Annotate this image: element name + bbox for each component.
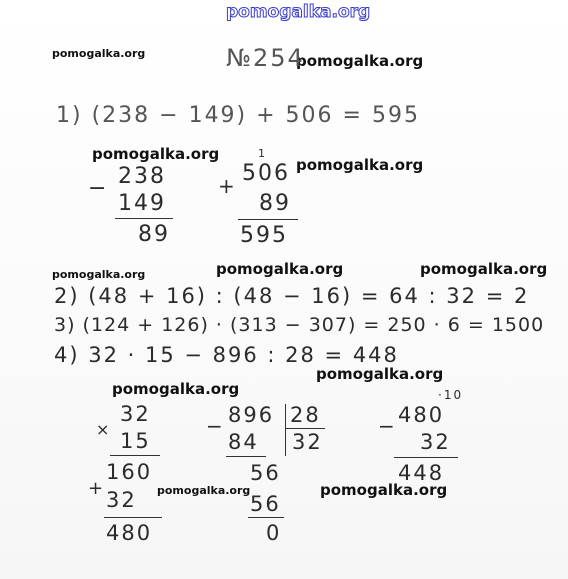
task4-mult-a: 32 [120, 402, 151, 426]
watermark: pomogalka.org [216, 260, 344, 278]
task4-mult-plus: + [88, 478, 106, 499]
task1-expression: 1) (238 − 149) + 506 = 595 [56, 103, 420, 128]
task4-mult-line2 [104, 517, 162, 518]
task1-col2-a: 506 [242, 161, 290, 186]
watermark: pomogalka.org [92, 145, 220, 163]
task4-div-divisor-line [285, 428, 325, 429]
task4-sub-line [394, 457, 458, 458]
task1-col1-result: 89 [138, 222, 170, 247]
task1-col1-line [115, 218, 173, 219]
problem-number: №254 [226, 44, 305, 72]
task4-mult-line1 [110, 455, 160, 456]
task1-col1-sign: − [88, 176, 109, 201]
task1-col1-b: 149 [118, 191, 166, 216]
watermark: pomogalka.org [52, 268, 146, 281]
watermark: pomogalka.org [52, 47, 146, 60]
task4-div-bracket [285, 404, 286, 456]
task4-mult-result: 480 [106, 521, 153, 545]
task4-sub-carry: ·10 [438, 388, 464, 402]
watermark: pomogalka.org [320, 481, 448, 499]
task4-div-line1 [226, 456, 266, 457]
watermark: pomogalka.org [157, 484, 251, 497]
task4-div-line2 [248, 517, 284, 518]
watermark: pomogalka.org [112, 380, 240, 398]
watermark: pomogalka.org [296, 156, 424, 174]
task4-sub-b: 32 [420, 430, 451, 454]
watermark: pomogalka.org [296, 52, 424, 70]
task2-expression: 2) (48 + 16) : (48 − 16) = 64 : 32 = 2 [54, 284, 530, 308]
watermark: pomogalka.org [316, 365, 444, 383]
watermark: pomogalka.org [420, 260, 548, 278]
task4-expression: 4) 32 · 15 − 896 : 28 = 448 [54, 343, 399, 367]
task1-col2-sign: + [218, 174, 237, 198]
task4-sub-sign: − [378, 414, 397, 438]
task1-col1-a: 238 [118, 164, 166, 189]
task1-col2-line [238, 219, 298, 220]
task4-div-rem2: 0 [266, 521, 282, 545]
task4-div-rem1: 56 [250, 461, 281, 485]
task4-mult-partial1: 160 [106, 460, 153, 484]
task4-div-dividend: 896 [228, 403, 275, 427]
task1-col2-carry: 1 [258, 147, 267, 160]
watermark-top: pomogalka.org [226, 2, 371, 22]
task4-div-sub2: 56 [250, 492, 281, 516]
task4-sub-a: 480 [398, 403, 445, 427]
task4-mult-b: 15 [120, 429, 151, 453]
task3-expression: 3) (124 + 126) · (313 − 307) = 250 · 6 = 1500 [54, 314, 545, 336]
task1-col2-result: 595 [240, 223, 288, 248]
task1-col2-b: 89 [259, 191, 291, 216]
task4-sub-result: 448 [398, 461, 445, 485]
task4-div-sub1: 84 [228, 430, 259, 454]
task4-mult-sign: × [96, 420, 112, 439]
task4-div-quotient: 32 [292, 430, 323, 454]
task4-div-divisor: 28 [290, 403, 321, 427]
task4-div-sign: − [206, 414, 225, 438]
task4-mult-partial2: 32 [106, 488, 137, 512]
